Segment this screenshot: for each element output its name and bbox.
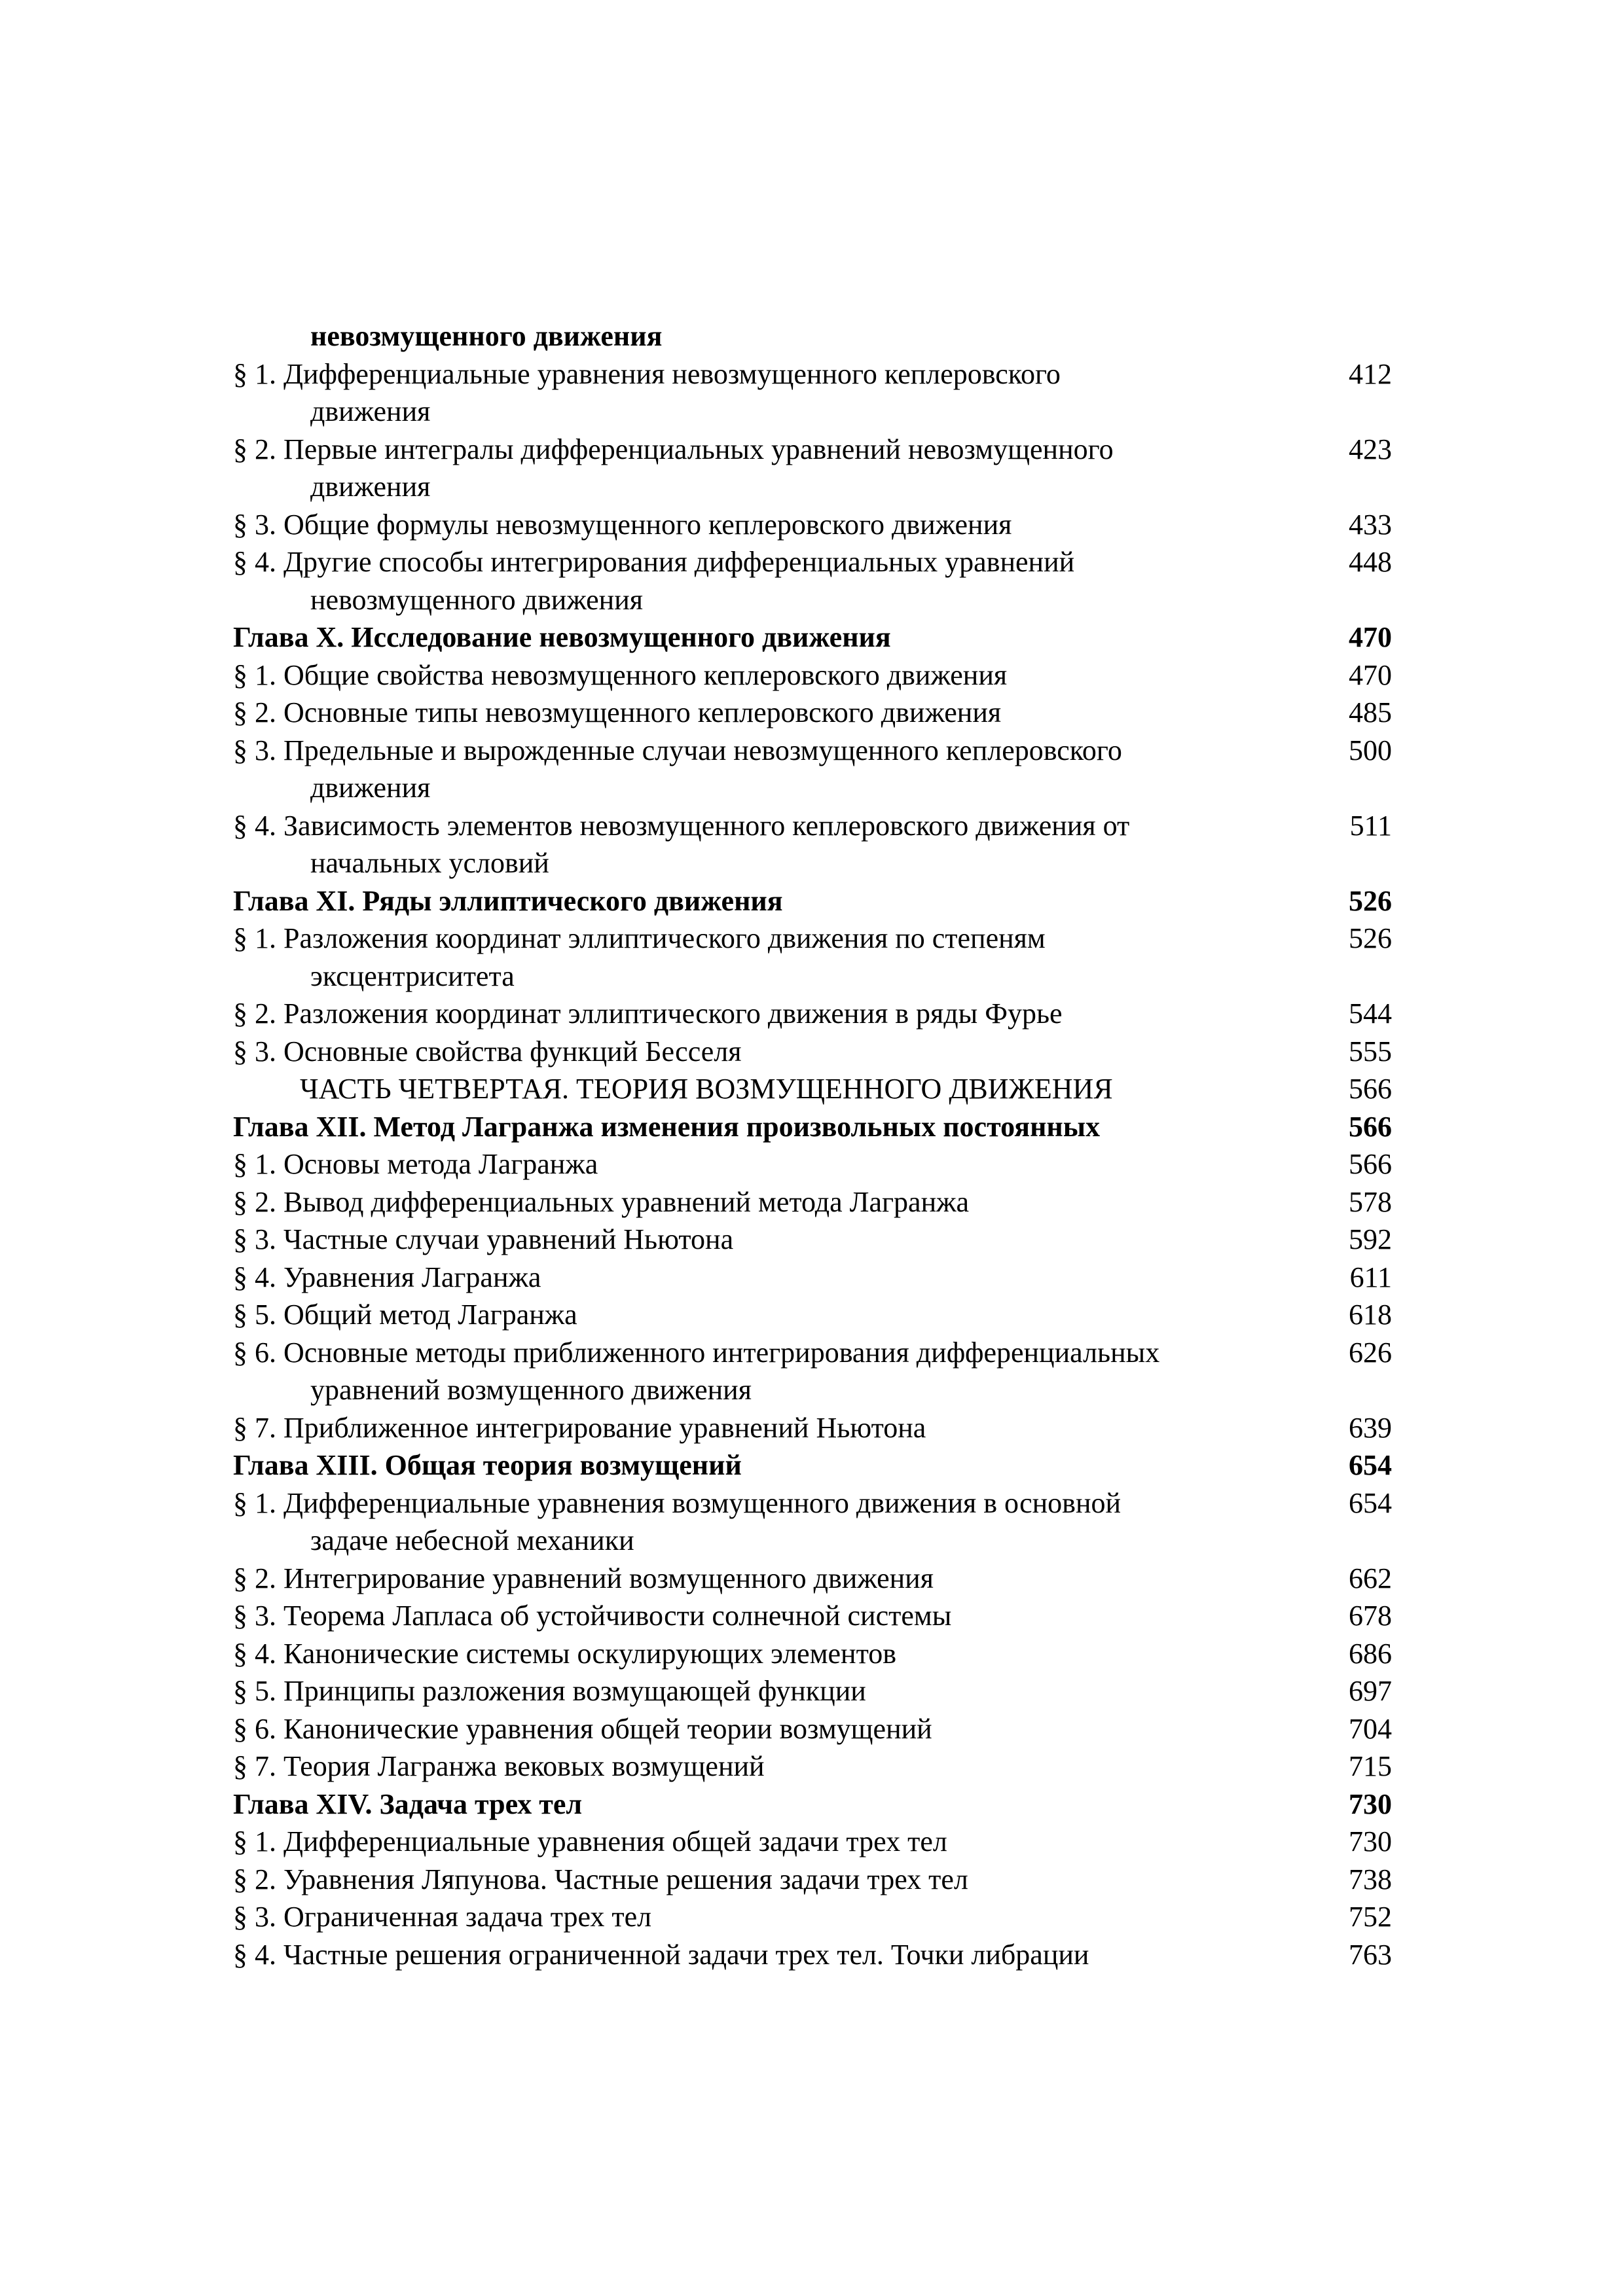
toc-entry-title (233, 995, 1313, 1033)
toc-section-entry (233, 1409, 1392, 1447)
toc-entry-title-continuation: начальных условий (310, 847, 549, 879)
toc-entry-page-number: 697 (1349, 1675, 1392, 1707)
toc-entry-title-line: § 3. Основные свойства функций Бесселя (233, 1035, 742, 1067)
toc-entry-title (233, 1597, 1313, 1635)
toc-section-entry (233, 506, 1392, 544)
toc-entry-title (233, 619, 1313, 656)
toc-section-entry (233, 431, 1392, 506)
toc-entry-title (233, 1145, 1313, 1183)
toc-entry-page-number: 412 (1349, 357, 1392, 390)
toc-entry-title (233, 317, 1313, 355)
toc-section-entry (233, 1823, 1392, 1861)
toc-entry-title-line: Глава XII. Метод Лагранжа изменения произвольных постоянных (233, 1110, 1101, 1143)
toc-entry-title (233, 1861, 1313, 1899)
toc-entry-title (233, 1635, 1313, 1673)
toc-entry-title-line: § 7. Теория Лагранжа вековых возмущений (233, 1750, 765, 1782)
toc-entry-page-number: 678 (1349, 1600, 1392, 1632)
toc-entry-title (233, 1560, 1313, 1598)
toc-entry-title-line: § 1. Общие свойства невозмущенного кеплеровского движения (233, 658, 1008, 691)
toc-section-entry (233, 920, 1392, 995)
toc-entry-page-number: 555 (1349, 1035, 1392, 1067)
toc-entry-title (233, 1409, 1313, 1447)
toc-section-entry (233, 1898, 1392, 1936)
toc-entry-title-line: § 3. Общие формулы невозмущенного кеплеровского движения (233, 508, 1012, 541)
toc-entry-title (233, 431, 1313, 506)
toc-entry-title-line: § 2. Первые интегралы дифференциальных уравнений невозмущенного (233, 433, 1114, 465)
toc-entry-title-line: ЧАСТЬ ЧЕТВЕРТАЯ. ТЕОРИЯ ВОЗМУЩЕННОГО ДВИЖЕНИЯ (300, 1073, 1113, 1105)
toc-entry-title-line: Глава XIV. Задача трех тел (233, 1787, 583, 1820)
toc-entry-title-line: § 2. Основные типы невозмущенного кеплеровского движения (233, 696, 1002, 728)
toc-entry-title (233, 1296, 1313, 1334)
toc-section-entry (233, 1484, 1392, 1560)
toc-entry-title-line: § 6. Основные методы приближенного интегрирования дифференциальных (233, 1336, 1160, 1369)
toc-entry-page-number: 566 (1349, 1148, 1392, 1180)
toc-chapter-entry (233, 619, 1392, 656)
toc-section-entry (233, 1635, 1392, 1673)
table-of-contents (233, 317, 1392, 1973)
toc-entry-title-continuation: движения (310, 471, 431, 503)
toc-entry-title-line: § 2. Уравнения Ляпунова. Частные решения задачи трех тел (233, 1863, 968, 1895)
toc-entry-title-line: § 3. Ограниченная задача трех тел (233, 1901, 652, 1933)
toc-heading-continuation (233, 317, 1392, 355)
toc-section-entry (233, 1748, 1392, 1785)
toc-section-entry (233, 694, 1392, 732)
toc-entry-page-number: 654 (1349, 1449, 1392, 1481)
toc-entry-page-number: 566 (1349, 1110, 1392, 1143)
toc-section-entry (233, 543, 1392, 619)
toc-entry-page-number: 752 (1349, 1901, 1392, 1933)
toc-entry-title (233, 1446, 1313, 1484)
toc-entry-page-number: 448 (1349, 546, 1392, 578)
toc-entry-title (233, 1221, 1313, 1259)
toc-entry-page-number: 500 (1349, 734, 1392, 766)
toc-entry-title-line: § 2. Вывод дифференциальных уравнений метода Лагранжа (233, 1185, 970, 1218)
toc-section-entry (233, 1221, 1392, 1259)
toc-section-entry (233, 1710, 1392, 1748)
toc-section-entry (233, 1936, 1392, 1974)
toc-entry-title-line: § 4. Зависимость элементов невозмущенного кеплеровского движения от (233, 809, 1130, 842)
toc-entry-title (233, 694, 1313, 732)
toc-entry-title-continuation: уравнений возмущенного движения (310, 1374, 752, 1406)
toc-chapter-entry (233, 882, 1392, 920)
toc-entry-title (233, 1936, 1313, 1974)
toc-entry-page-number: 470 (1349, 658, 1392, 691)
toc-entry-page-number: 511 (1349, 809, 1392, 842)
toc-entry-page-number: 544 (1349, 997, 1392, 1030)
toc-entry-page-number: 592 (1349, 1223, 1392, 1255)
toc-entry-page-number: 423 (1349, 433, 1392, 465)
toc-chapter-entry (233, 1108, 1392, 1146)
toc-entry-title-continuation: эксцентриситета (310, 960, 515, 992)
toc-section-entry (233, 995, 1392, 1033)
toc-entry-page-number: 715 (1349, 1750, 1392, 1782)
toc-section-entry (233, 1296, 1392, 1334)
toc-entry-title (233, 1710, 1313, 1748)
toc-entry-title (233, 1070, 1313, 1108)
toc-entry-title-continuation: движения (310, 395, 431, 427)
toc-entry-page-number: 730 (1349, 1787, 1392, 1820)
toc-section-entry (233, 1183, 1392, 1221)
toc-section-entry (233, 1033, 1392, 1071)
toc-entry-title-line: § 5. Принципы разложения возмущающей функции (233, 1675, 866, 1707)
toc-entry-title (233, 1484, 1313, 1560)
toc-entry-title-line: § 4. Другие способы интегрирования дифференциальных уравнений (233, 546, 1075, 578)
toc-section-entry (233, 355, 1392, 431)
toc-entry-page-number: 470 (1349, 621, 1392, 653)
toc-entry-page-number: 639 (1349, 1411, 1392, 1444)
toc-entry-page-number: 704 (1349, 1712, 1392, 1745)
toc-section-entry (233, 1597, 1392, 1635)
toc-entry-title (233, 1108, 1313, 1146)
toc-entry-title-line: § 3. Частные случаи уравнений Ньютона (233, 1223, 734, 1255)
toc-entry-title-line: Глава XI. Ряды эллиптического движения (233, 884, 783, 917)
toc-entry-title-line: § 4. Уравнения Лагранжа (233, 1261, 541, 1293)
toc-entry-title-continuation: задаче небесной механики (310, 1524, 634, 1556)
toc-entry-title-line: § 1. Дифференциальные уравнения невозмущенного кеплеровского (233, 357, 1061, 390)
toc-entry-title (233, 1672, 1313, 1710)
toc-section-entry (233, 1259, 1392, 1297)
toc-entry-title (233, 1785, 1313, 1823)
toc-entry-title (233, 920, 1313, 995)
toc-entry-title-line: § 1. Дифференциальные уравнения общей задачи трех тел (233, 1825, 947, 1857)
toc-entry-page-number: 526 (1349, 922, 1392, 954)
toc-entry-page-number: 738 (1349, 1863, 1392, 1895)
toc-entry-page-number: 526 (1349, 884, 1392, 917)
toc-entry-title-line: § 3. Теорема Лапласа об устойчивости солнечной системы (233, 1600, 952, 1632)
toc-entry-title (233, 1183, 1313, 1221)
toc-entry-title-line: Глава X. Исследование невозмущенного движения (233, 621, 891, 653)
toc-entry-title-line: § 1. Основы метода Лагранжа (233, 1148, 598, 1180)
toc-entry-page-number: 686 (1349, 1637, 1392, 1670)
toc-entry-title (233, 1334, 1313, 1409)
toc-section-entry (233, 1560, 1392, 1598)
toc-entry-title (233, 656, 1313, 694)
toc-entry-page-number: 730 (1349, 1825, 1392, 1857)
toc-entry-title-line: § 1. Разложения координат эллиптического движения по степеням (233, 922, 1046, 954)
toc-section-entry (233, 1334, 1392, 1409)
toc-entry-title-line: § 3. Предельные и вырожденные случаи невозмущенного кеплеровского (233, 734, 1122, 766)
toc-section-entry (233, 807, 1392, 882)
toc-entry-page-number: 654 (1349, 1486, 1392, 1519)
toc-entry-page-number: 578 (1349, 1185, 1392, 1218)
toc-entry-title-line: § 4. Частные решения ограниченной задачи трех тел. Точки либрации (233, 1938, 1089, 1971)
toc-entry-title-line: § 6. Канонические уравнения общей теории возмущений (233, 1712, 932, 1745)
toc-entry-title (233, 807, 1313, 882)
toc-entry-title (233, 1259, 1313, 1297)
toc-part-entry (233, 1070, 1392, 1108)
toc-entry-title (233, 1748, 1313, 1785)
toc-entry-title-line: § 4. Канонические системы оскулирующих элементов (233, 1637, 897, 1670)
toc-entry-title (233, 732, 1313, 807)
toc-entry-title (233, 882, 1313, 920)
toc-entry-title (233, 355, 1313, 431)
toc-entry-page-number: 662 (1349, 1562, 1392, 1594)
toc-section-entry (233, 656, 1392, 694)
toc-entry-title-line: § 1. Дифференциальные уравнения возмущенного движения в основной (233, 1486, 1122, 1519)
toc-entry-title (233, 1823, 1313, 1861)
toc-entry-title-line: Глава XIII. Общая теория возмущений (233, 1449, 742, 1481)
toc-section-entry (233, 1861, 1392, 1899)
toc-entry-title (233, 1898, 1313, 1936)
toc-section-entry (233, 1672, 1392, 1710)
toc-section-entry (233, 732, 1392, 807)
toc-entry-title (233, 543, 1313, 619)
toc-entry-title-line: § 7. Приближенное интегрирование уравнений Ньютона (233, 1411, 926, 1444)
toc-entry-title-line: § 5. Общий метод Лагранжа (233, 1299, 577, 1331)
toc-entry-title (233, 1033, 1313, 1071)
toc-chapter-entry (233, 1785, 1392, 1823)
toc-entry-page-number: 763 (1349, 1938, 1392, 1971)
toc-chapter-entry (233, 1446, 1392, 1484)
toc-entry-title-line: § 2. Разложения координат эллиптического движения в ряды Фурье (233, 997, 1063, 1030)
toc-entry-title-line: невозмущенного движения (310, 320, 663, 352)
toc-section-entry (233, 1145, 1392, 1183)
toc-entry-title-line: § 2. Интегрирование уравнений возмущенного движения (233, 1562, 934, 1594)
toc-entry-page-number: 433 (1349, 508, 1392, 541)
toc-entry-page-number: 485 (1349, 696, 1392, 728)
toc-entry-page-number: 566 (1349, 1073, 1392, 1105)
toc-entry-page-number: 618 (1349, 1299, 1392, 1331)
toc-entry-title-continuation: невозмущенного движения (310, 583, 643, 616)
toc-entry-title (233, 506, 1313, 544)
toc-entry-page-number: 626 (1349, 1336, 1392, 1369)
toc-entry-page-number: 611 (1349, 1261, 1392, 1293)
toc-entry-title-continuation: движения (310, 772, 431, 804)
